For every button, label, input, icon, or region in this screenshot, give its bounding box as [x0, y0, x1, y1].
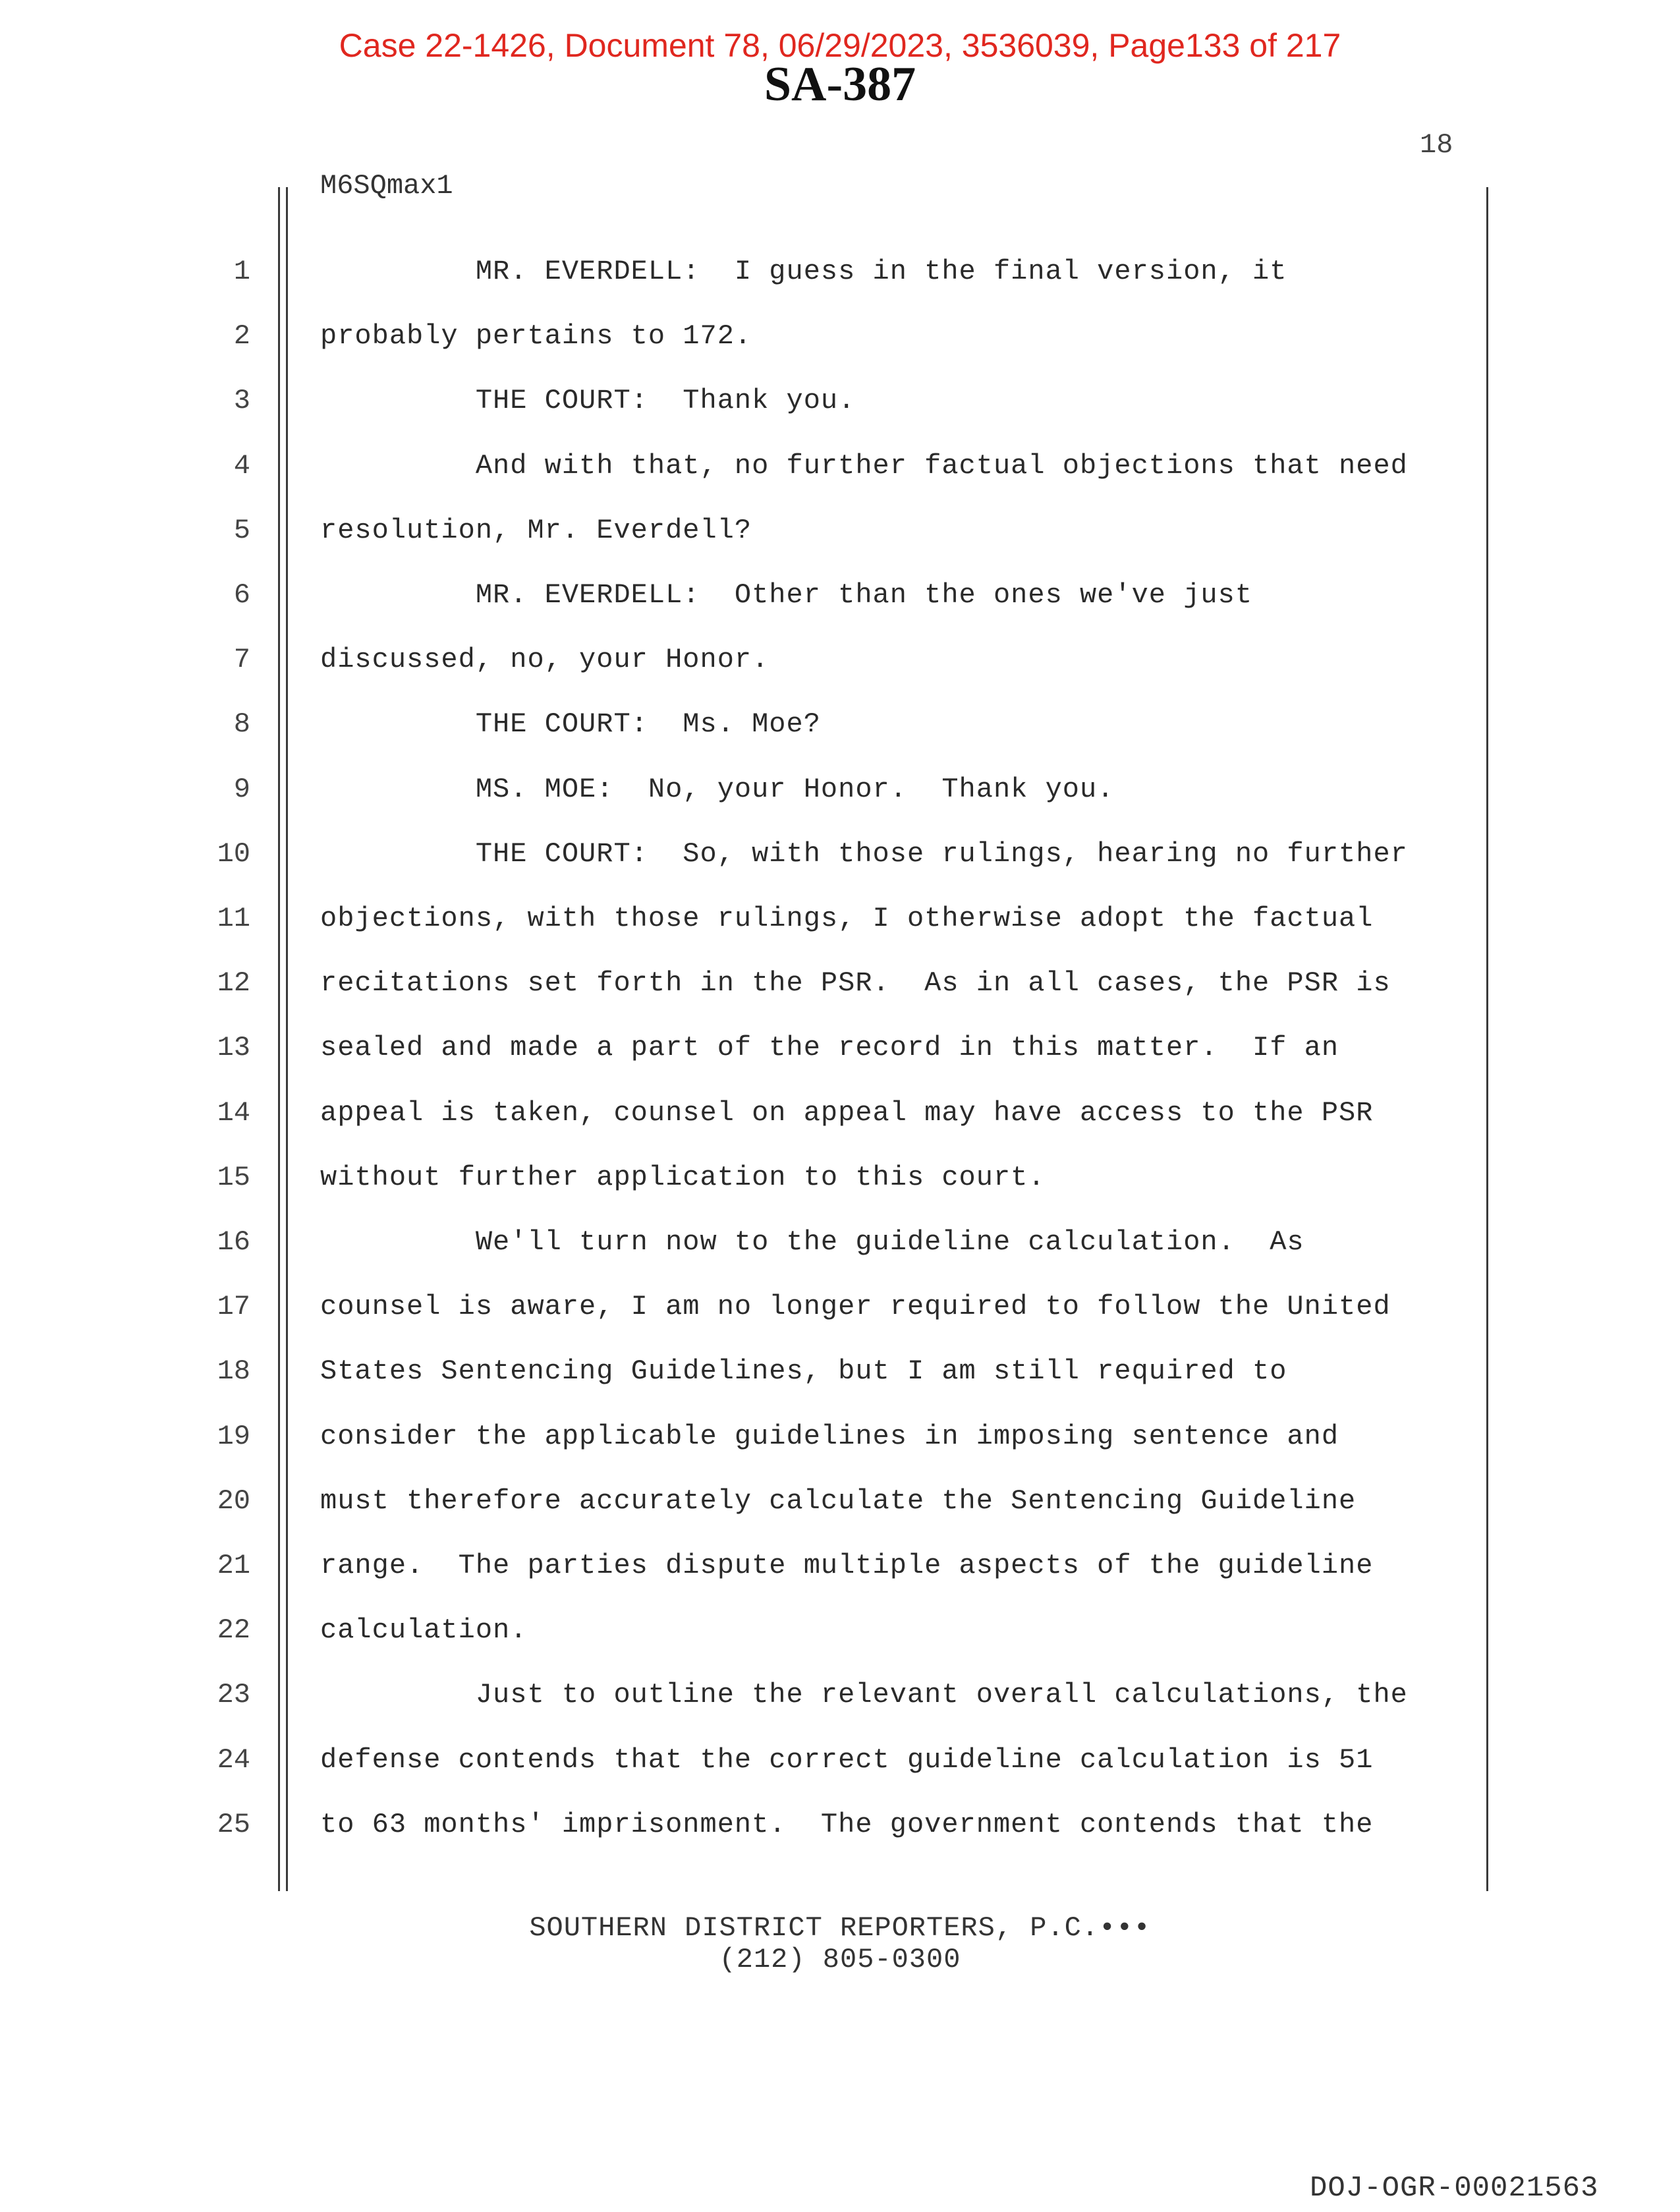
left-margin-rule-outer — [278, 187, 280, 1891]
case-stamp-header: Case 22-1426, Document 78, 06/29/2023, 3536039, Page133 of 217 — [339, 27, 1341, 64]
transcript-line: defense contends that the correct guideline calculation is 51 — [320, 1744, 1374, 1776]
transcript-line: sealed and made a part of the record in this matter. If an — [320, 1032, 1339, 1063]
transcript-line: THE COURT: So, with those rulings, hearing no further — [320, 838, 1408, 870]
line-number: 25 — [217, 1809, 250, 1840]
footer-phone: (212) 805-0300 — [719, 1944, 961, 1975]
transcript-line: Just to outline the relevant overall calculations, the — [320, 1679, 1408, 1711]
line-number: 16 — [217, 1226, 250, 1258]
line-number: 5 — [233, 515, 250, 546]
transcript-line: And with that, no further factual objections that need — [320, 450, 1408, 482]
line-number: 9 — [233, 774, 250, 805]
transcript-line: probably pertains to 172. — [320, 320, 752, 352]
transcript-line: without further application to this court. — [320, 1162, 1046, 1193]
line-number: 3 — [233, 385, 250, 416]
transcript-line: MR. EVERDELL: Other than the ones we've just — [320, 579, 1253, 611]
page-number: 18 — [1420, 129, 1453, 161]
footer-reporter: SOUTHERN DISTRICT REPORTERS, P.C.••• — [529, 1912, 1151, 1944]
transcript-line: to 63 months' imprisonment. The government contends that the — [320, 1809, 1374, 1840]
transcript-line: must therefore accurately calculate the Sentencing Guideline — [320, 1485, 1357, 1517]
transcript-line: counsel is aware, I am no longer required to follow the United — [320, 1291, 1391, 1322]
line-number: 15 — [217, 1162, 250, 1193]
line-number: 14 — [217, 1097, 250, 1129]
line-number: 23 — [217, 1679, 250, 1711]
line-number: 4 — [233, 450, 250, 482]
line-number: 2 — [233, 320, 250, 352]
line-number: 22 — [217, 1614, 250, 1646]
sa-page-label: SA-387 — [764, 57, 916, 111]
transcript-line: consider the applicable guidelines in imposing sentence and — [320, 1421, 1339, 1452]
transcript-line: range. The parties dispute multiple aspects of the guideline — [320, 1550, 1374, 1581]
transcript-line: resolution, Mr. Everdell? — [320, 515, 752, 546]
line-number: 1 — [233, 256, 250, 287]
transcript-line: appeal is taken, counsel on appeal may have access to the PSR — [320, 1097, 1374, 1129]
line-number: 6 — [233, 579, 250, 611]
transcript-line: States Sentencing Guidelines, but I am still required to — [320, 1355, 1287, 1387]
transcript-line: recitations set forth in the PSR. As in all cases, the PSR is — [320, 967, 1391, 999]
transcript-line: THE COURT: Thank you. — [320, 385, 856, 416]
line-number: 17 — [217, 1291, 250, 1322]
transcript-line: MR. EVERDELL: I guess in the final version, it — [320, 256, 1287, 287]
line-number: 12 — [217, 967, 250, 999]
right-margin-rule — [1486, 187, 1488, 1891]
line-number: 7 — [233, 644, 250, 675]
transcript-line: We'll turn now to the guideline calculation. As — [320, 1226, 1304, 1258]
line-number: 20 — [217, 1485, 250, 1517]
transcript-line: objections, with those rulings, I otherwise adopt the factual — [320, 903, 1374, 934]
document-code: M6SQmax1 — [320, 170, 453, 202]
line-number: 13 — [217, 1032, 250, 1063]
transcript-line: THE COURT: Ms. Moe? — [320, 708, 821, 740]
line-number: 10 — [217, 838, 250, 870]
left-margin-rule-inner — [286, 187, 288, 1891]
bates-number: DOJ-OGR-00021563 — [1310, 2172, 1599, 2205]
line-number: 11 — [217, 903, 250, 934]
line-number: 18 — [217, 1355, 250, 1387]
line-number: 24 — [217, 1744, 250, 1776]
line-number: 8 — [233, 708, 250, 740]
transcript-line: calculation. — [320, 1614, 528, 1646]
line-number: 21 — [217, 1550, 250, 1581]
transcript-line: MS. MOE: No, your Honor. Thank you. — [320, 774, 1115, 805]
line-number: 19 — [217, 1421, 250, 1452]
transcript-line: discussed, no, your Honor. — [320, 644, 770, 675]
